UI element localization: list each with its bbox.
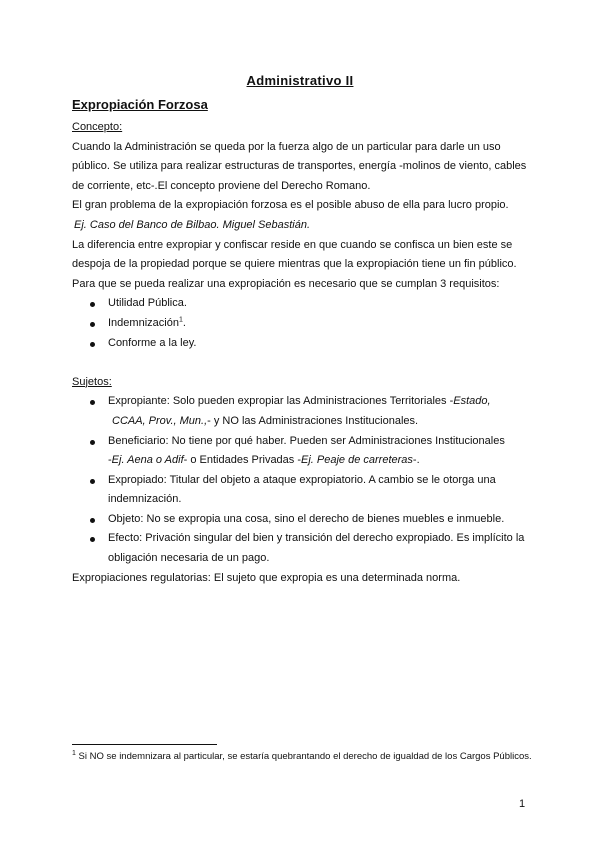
document-title: Administrativo II xyxy=(246,73,354,88)
footnote xyxy=(72,751,532,763)
list-item: Beneficiario: No tiene por qué haber. Pueden ser Administraciones Institucionales -Ej. Aena o Adif- o Entidades Privadas -Ej. Peaje de carreteras-. xyxy=(72,432,532,471)
page-number: 1 xyxy=(519,798,526,810)
spacer xyxy=(72,353,532,373)
requisitos-list xyxy=(72,294,532,353)
bullet-icon xyxy=(90,322,95,327)
example-text: Ej. Caso del Banco de Bilbao. Miguel Sebastián. xyxy=(74,218,311,231)
concepto-paragraph-2: El gran problema de la expropiación forzosa es el posible abuso de ella para lucro propio. xyxy=(72,199,509,212)
concepto-paragraph-4: Para que se pueda realizar una expropiación es necesario que se cumplan 3 requisitos: xyxy=(72,277,500,290)
footnote-reference[interactable]: 1 xyxy=(178,316,183,324)
bullet-icon xyxy=(90,302,95,307)
list-item: Expropiado: Titular del objeto a ataque expropiatorio. A cambio se le otorga una indemnización. xyxy=(72,471,532,510)
bullet-icon xyxy=(90,342,95,347)
footnote-text: Si NO se indemnizara al particular, se estaría quebrantando el derecho de igualdad de los Cargos Públicos. xyxy=(78,751,532,762)
bullet-icon xyxy=(90,479,95,484)
document-body xyxy=(72,118,532,588)
section-heading: Expropiación Forzosa xyxy=(72,97,208,112)
footnote-divider xyxy=(72,744,217,745)
bullet-icon xyxy=(90,518,95,523)
list-item: Expropiante: Solo pueden expropiar las Administraciones Territoriales -Estado, CCAA, Prov., Mun.,- y NO las Administraciones Institucionales. xyxy=(72,392,532,431)
footnote-number: 1 xyxy=(72,749,76,757)
concepto-paragraph-3: La diferencia entre expropiar y confiscar reside en que cuando se confisca un bien este se despoja de la propiedad porque se quiere mientras que la expropiación tiene un fin público. xyxy=(72,238,517,271)
list-item: Objeto: No se expropia una cosa, sino el derecho de bienes muebles e inmueble. xyxy=(72,510,532,530)
regulatorias-paragraph: Expropiaciones regulatorias: El sujeto que expropia es una determinada norma. xyxy=(72,571,461,584)
sujetos-list xyxy=(72,392,532,568)
concepto-label: Concepto: xyxy=(72,121,123,133)
bullet-icon xyxy=(90,440,95,445)
list-item: Conforme a la ley. xyxy=(72,334,532,354)
list-item: Efecto: Privación singular del bien y transición del derecho expropiado. Es implícito la obligación necesaria de un pago. xyxy=(72,529,532,568)
bullet-icon xyxy=(90,537,95,542)
bullet-icon xyxy=(90,400,95,405)
sujetos-label: Sujetos: xyxy=(72,375,112,388)
list-item: Indemnización$^1$. xyxy=(72,314,532,334)
concepto-paragraph-1: Cuando la Administración se queda por la fuerza algo de un particular para darle un uso público. Se utiliza para realizar estructuras de transportes, energía -molinos de viento, cables de corriente, etc-.El concepto proviene del Derecho Romano. xyxy=(72,140,527,192)
list-item: Utilidad Pública. xyxy=(72,294,532,314)
